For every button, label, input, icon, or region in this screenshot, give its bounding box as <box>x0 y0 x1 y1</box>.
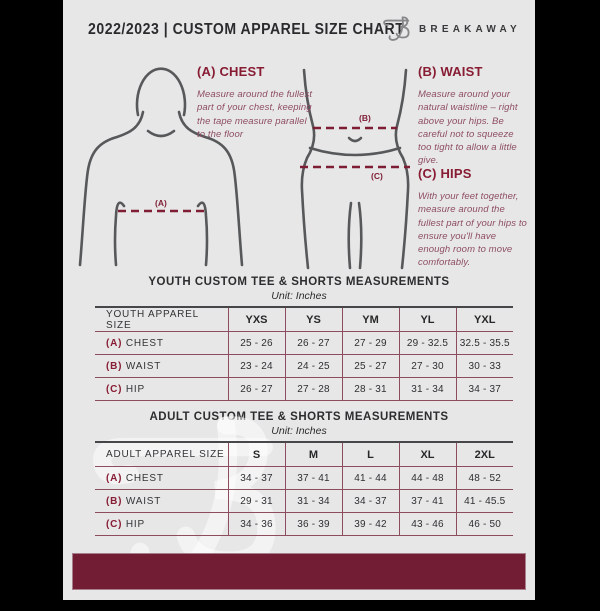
adult-unit-label: Unit: Inches <box>271 425 327 437</box>
column-header: 2XL <box>456 442 513 467</box>
size-cell: 34 - 37 <box>456 378 513 401</box>
row-label: (B) WAIST <box>106 495 162 507</box>
size-cell: 29 - 31 <box>228 490 285 513</box>
column-header: S <box>228 442 285 467</box>
youth-section-title: YOUTH CUSTOM TEE & SHORTS MEASUREMENTS <box>148 276 450 288</box>
size-cell: 36 - 39 <box>285 513 342 536</box>
waist-heading: (B) WAIST <box>418 64 483 79</box>
size-cell: 25 - 26 <box>228 332 285 355</box>
table-row <box>95 513 513 536</box>
size-cell: 26 - 27 <box>285 332 342 355</box>
size-cell: 39 - 42 <box>342 513 399 536</box>
table-header-row <box>95 442 513 467</box>
row-label: (B) WAIST <box>106 360 162 372</box>
chest-instruction-text: Measure around the fullest part of your chest, keeping the tape measure parallel to the floor <box>197 89 313 140</box>
footer-accent-bar <box>72 553 526 590</box>
adult-section-title: ADULT CUSTOM TEE & SHORTS MEASUREMENTS <box>149 411 449 423</box>
size-cell: 48 - 52 <box>456 467 513 490</box>
size-chart-document <box>63 0 535 600</box>
waist-instruction-text: Measure around your natural waistline – right above your hips. Be careful not to squeeze too tight to allow a little give. <box>418 89 518 167</box>
column-header: YL <box>399 307 456 332</box>
size-cell: 27 - 28 <box>285 378 342 401</box>
size-cell: 34 - 37 <box>342 490 399 513</box>
table-row <box>95 378 513 401</box>
size-cell: 25 - 27 <box>342 355 399 378</box>
hips-marker-label: (C) <box>371 171 383 181</box>
table-row <box>95 332 513 355</box>
column-header: M <box>285 442 342 467</box>
waist-instruction-block <box>418 64 524 168</box>
size-cell: 26 - 27 <box>228 378 285 401</box>
size-cell: 32.5 - 35.5 <box>456 332 513 355</box>
hips-heading: (C) HIPS <box>418 166 472 181</box>
column-header: YOUTH APPAREL SIZE <box>106 308 199 331</box>
table-row <box>95 355 513 378</box>
chest-heading: (A) CHEST <box>197 64 265 79</box>
table-row <box>95 490 513 513</box>
column-header: L <box>342 442 399 467</box>
column-header: YM <box>342 307 399 332</box>
size-cell: 34 - 37 <box>228 467 285 490</box>
breakaway-b-logo-icon <box>381 13 413 45</box>
youth-size-table <box>95 306 513 401</box>
size-cell: 44 - 48 <box>399 467 456 490</box>
size-cell: 41 - 45.5 <box>456 490 513 513</box>
chest-instruction-block <box>197 64 315 141</box>
size-cell: 37 - 41 <box>399 490 456 513</box>
column-header: YXL <box>456 307 513 332</box>
size-cell: 31 - 34 <box>285 490 342 513</box>
size-cell: 43 - 46 <box>399 513 456 536</box>
hips-instruction-block <box>418 166 530 270</box>
size-cell: 29 - 32.5 <box>399 332 456 355</box>
size-cell: 27 - 29 <box>342 332 399 355</box>
lower-body-outline <box>302 70 408 268</box>
youth-unit-label: Unit: Inches <box>271 290 327 302</box>
size-cell: 24 - 25 <box>285 355 342 378</box>
size-cell: 46 - 50 <box>456 513 513 536</box>
waist-marker-label: (B) <box>359 113 371 123</box>
page-title: 2022/2023 | CUSTOM APPAREL SIZE CHART <box>88 21 405 38</box>
table-header-row <box>95 307 513 332</box>
row-label: (C) HIP <box>106 383 145 395</box>
size-cell: 23 - 24 <box>228 355 285 378</box>
brand-name: BREAKAWAY <box>419 24 521 35</box>
row-label: (A) CHEST <box>106 472 164 484</box>
table-row <box>95 467 513 490</box>
size-cell: 37 - 41 <box>285 467 342 490</box>
size-cell: 30 - 33 <box>456 355 513 378</box>
size-cell: 34 - 36 <box>228 513 285 536</box>
row-label: (A) CHEST <box>106 337 164 349</box>
column-header: XL <box>399 442 456 467</box>
size-cell: 41 - 44 <box>342 467 399 490</box>
size-cell: 31 - 34 <box>399 378 456 401</box>
row-label: (C) HIP <box>106 518 145 530</box>
adult-size-table <box>95 441 513 536</box>
column-header: ADULT APPAREL SIZE <box>106 449 225 460</box>
chest-marker-label: (A) <box>155 198 167 208</box>
size-cell: 28 - 31 <box>342 378 399 401</box>
hips-instruction-text: With your feet together, measure around the fullest part of your hips to ensure you'll have enough room to move comfortably. <box>418 191 527 269</box>
column-header: YXS <box>228 307 285 332</box>
size-cell: 27 - 30 <box>399 355 456 378</box>
column-header: YS <box>285 307 342 332</box>
